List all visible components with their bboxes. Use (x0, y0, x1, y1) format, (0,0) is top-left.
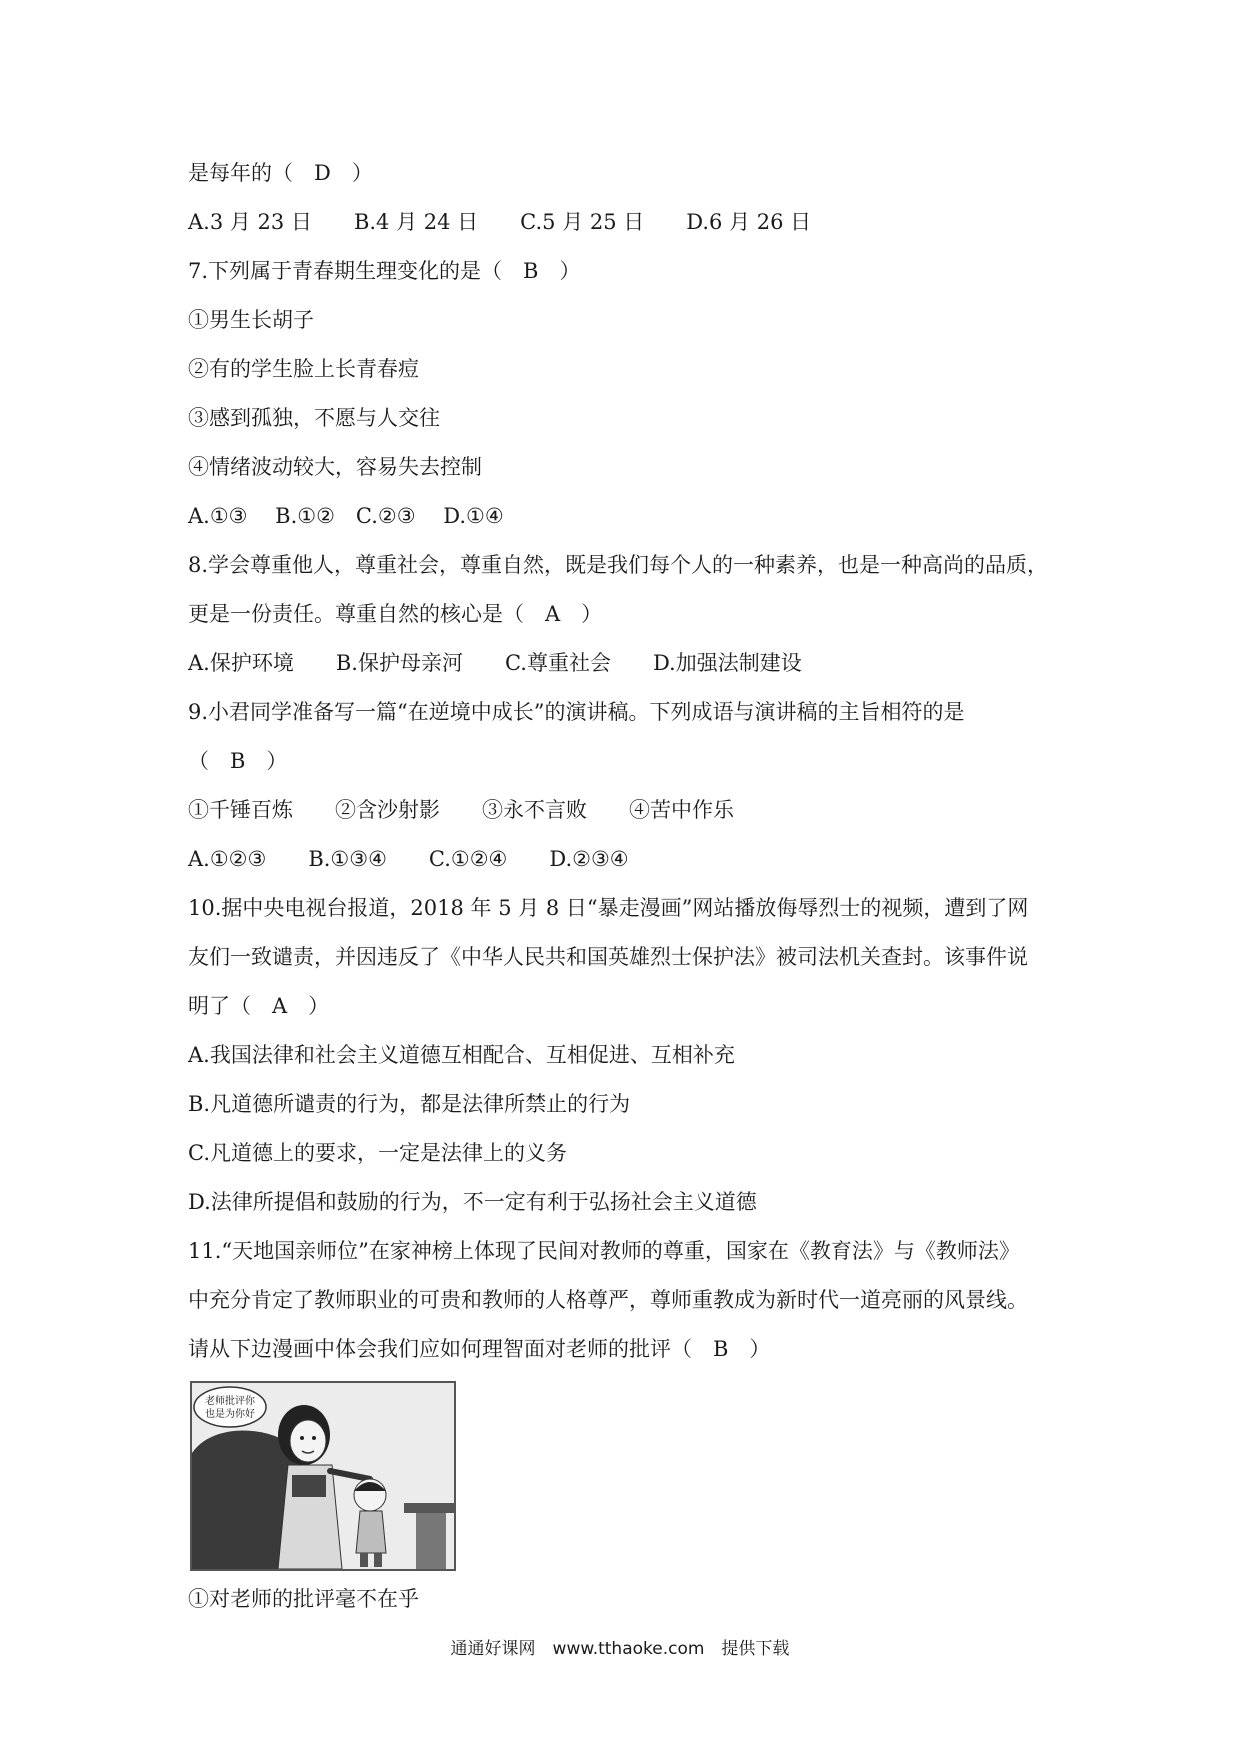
line-07: ④情绪波动较大，容易失去控制 (188, 455, 482, 479)
line-24: 中充分肯定了教师职业的可贵和教师的人格尊严，尊师重教成为新时代一道亮丽的风景线。 (188, 1288, 1028, 1312)
line-05: ②有的学生脸上长青春痘 (188, 357, 419, 381)
cartoon-caption-line2: 也是为你好 (205, 1409, 255, 1420)
line-16: 10.据中央电视台报道，2018 年 5 月 8 日“暴走漫画”网站播放侮辱烈士的视频，遭到了网 (188, 896, 1029, 920)
line-19: A.我国法律和社会主义道德互相配合、互相促进、互相补充 (188, 1043, 735, 1067)
line-10: 更是一份责任。尊重自然的核心是（ A ） (188, 602, 603, 626)
line-04: ①男生长胡子 (188, 308, 314, 332)
footer-watermark: 通通好课网 www.tthaoke.com 提供下载 (450, 1639, 790, 1659)
line-23: 11.“天地国亲师位”在家神榜上体现了民间对教师的尊重，国家在《教育法》与《教师法》 (188, 1239, 1020, 1263)
line-13: （ B ） (188, 749, 288, 773)
line-11: A.保护环境 B.保护母亲河 C.尊重社会 D.加强法制建设 (188, 651, 802, 675)
line-08: A.①③ B.①② C.②③ D.①④ (188, 504, 504, 528)
line-02: A.3 月 23 日 B.4 月 24 日 C.5 月 25 日 D.6 月 26 日 (188, 210, 812, 234)
line-12: 9.小君同学准备写一篇“在逆境中成长”的演讲稿。下列成语与演讲稿的主旨相符的是 (188, 700, 965, 724)
line-01: 是每年的（ D ） (188, 161, 373, 185)
line-17: 友们一致谴责，并因违反了《中华人民共和国英雄烈士保护法》被司法机关查封。该事件说 (188, 945, 1028, 969)
line-21: C.凡道德上的要求，一定是法律上的义务 (188, 1141, 567, 1165)
teacher-student-cartoon (190, 1381, 456, 1571)
line-20: B.凡道德所谴责的行为，都是法律所禁止的行为 (188, 1092, 631, 1116)
line-06: ③感到孤独，不愿与人交往 (188, 406, 440, 430)
line-15: A.①②③ B.①③④ C.①②④ D.②③④ (188, 847, 629, 871)
line-26: ①对老师的批评毫不在乎 (188, 1587, 419, 1611)
line-18: 明了（ A ） (188, 994, 330, 1018)
line-14: ①千锤百炼 ②含沙射影 ③永不言败 ④苦中作乐 (188, 798, 734, 822)
line-25: 请从下边漫画中体会我们应如何理智面对老师的批评（ B ） (188, 1337, 771, 1361)
line-03: 7.下列属于青春期生理变化的是（ B ） (188, 259, 581, 283)
line-22: D.法律所提倡和鼓励的行为，不一定有利于弘扬社会主义道德 (188, 1190, 757, 1214)
cartoon-caption-line1: 老师批评你 (205, 1396, 255, 1407)
line-09: 8.学会尊重他人，尊重社会，尊重自然，既是我们每个人的一种素养，也是一种高尚的品质， (188, 553, 1049, 577)
